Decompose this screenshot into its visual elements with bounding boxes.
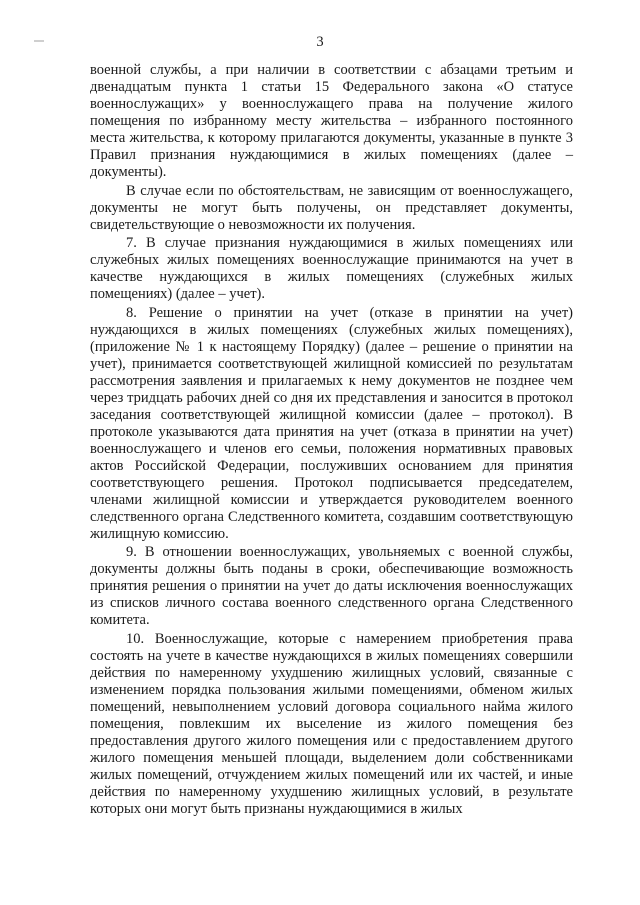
- paragraph-continuation: военной службы, а при наличии в соответствии с абзацами третьим и двенадцатым пункта 1 статьи 15 Федерального закона «О статусе военнослужащих» у военнослужащего права на получение жилого помещения по избранному месту жительства – избранного постоянного места жительства, к которому прилагаются документы, указанные в пункте 3 Правил признания нуждающимися в жилых помещениях (далее – документы).: [90, 62, 573, 180]
- paragraph-documents-unavailable: В случае если по обстоятельствам, не зависящим от военнослужащего, документы не могут быть получены, он представляет документы, свидетельствующие о невозможности их получения.: [90, 182, 573, 233]
- paragraph-item-10: 10. Военнослужащие, которые с намерением приобретения права состоять на учете в качестве нуждающихся в жилых помещениях совершили действия по намеренному ухудшению жилищных условий, связанные с изменением порядка пользования жилыми помещениями, обменом жилых помещений, невыполнением условий договора социального найма жилого помещения, повлекшим их выселение из жилого помещения без предоставления другого жилого помещения или с предоставлением другого жилого помещения меньшей площади, выделением доли собственниками жилых помещений, отчуждением жилых помещений или их частей, и иные действия по намеренному ухудшению жилищных условий, в результате которых они могут быть признаны нуждающимися в жилых: [90, 630, 573, 817]
- paragraph-item-9: 9. В отношении военнослужащих, увольняемых с военной службы, документы должны быть поданы в сроки, обеспечивающие возможность принятия решения о принятии на учет до даты исключения военнослужащих из списков личного состава военного следственного органа Следственного комитета.: [90, 544, 573, 628]
- paragraph-item-8: 8. Решение о принятии на учет (отказе в принятии на учет) нуждающихся в жилых помещениях (служебных жилых помещениях), (приложение № 1 к настоящему Порядку) (далее – решение о принятии на учет), принимается соответствующей жилищной комиссией по результатам рассмотрения заявления и прилагаемых к нему документов не позднее чем через тридцать рабочих дней со дня их представления и заносится в протокол заседания соответствующей жилищной комиссии (далее – протокол). В протоколе указываются дата принятия на учет (отказа в принятии на учет) военнослужащего и членов его семьи, положения нормативных правовых актов Российской Федерации, послуживших основанием для принятия соответствующего решения. Протокол подписывается председателем, членами жилищной комиссии и утверждается руководителем военного следственного органа Следственного комитета, создавшим соответствующую жилищную комиссию.: [90, 304, 573, 542]
- document-body: [90, 62, 573, 819]
- page-number: 3: [316, 34, 324, 50]
- paragraph-item-7: 7. В случае признания нуждающимися в жилых помещениях или служебных жилых помещениях военнослужащие принимаются на учет в качестве нуждающихся в жилых помещениях (служебных жилых помещениях) (далее – учет).: [90, 235, 573, 302]
